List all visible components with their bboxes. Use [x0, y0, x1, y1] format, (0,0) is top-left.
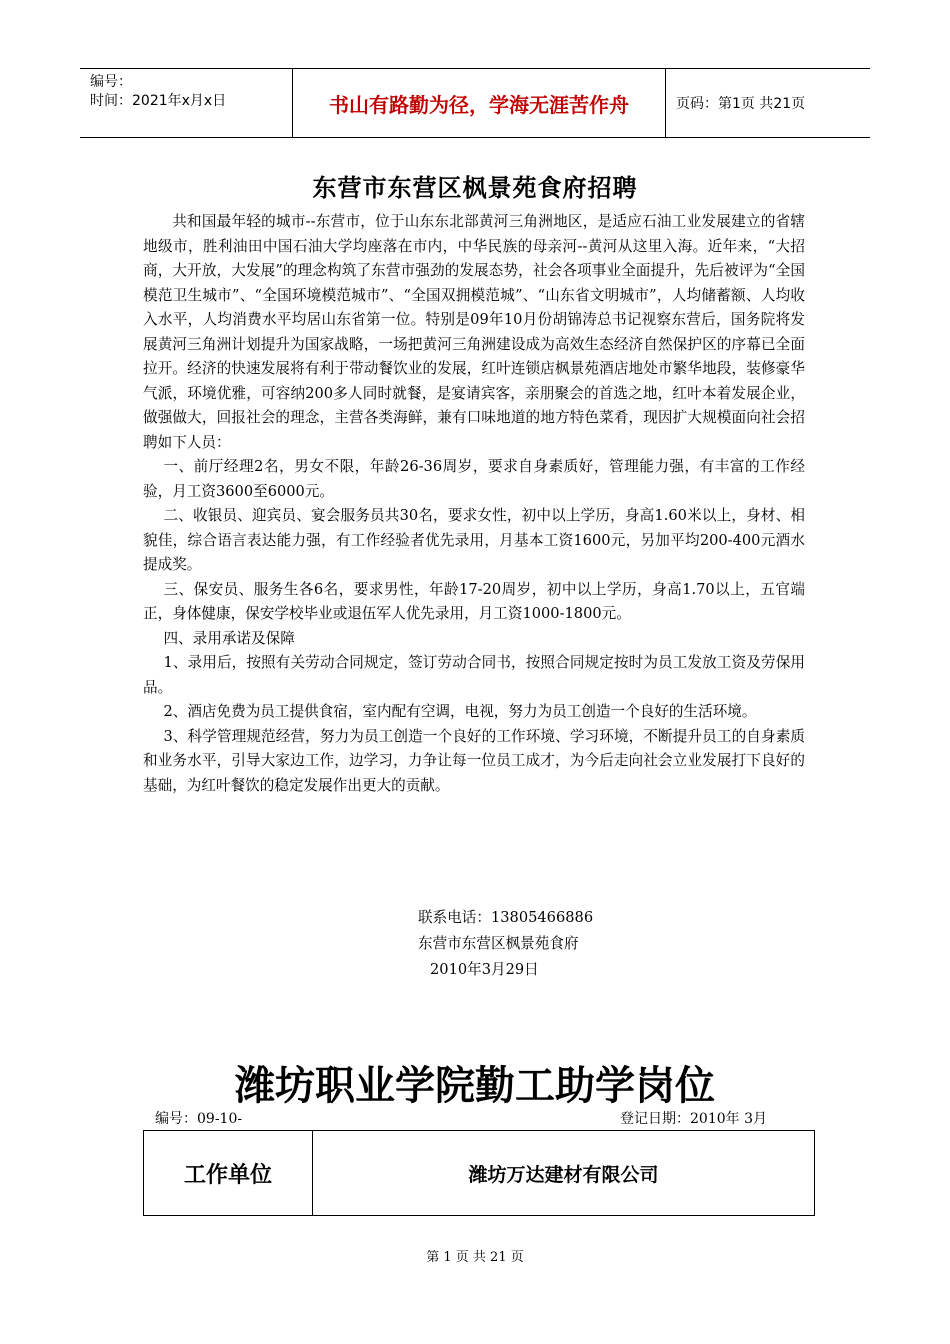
paragraph-guarantee-1: 1、录用后，按照有关劳动合同规定，签订劳动合同书，按照合同规定按时为员工发放工资及劳保用品。 — [143, 654, 805, 696]
contact-phone: 联系电话：13805466886 — [418, 909, 594, 926]
signature-date: 2010年3月29日 — [430, 961, 539, 978]
document-title: 东营市东营区枫景苑食府招聘 — [312, 173, 638, 202]
work-unit-table — [143, 1130, 815, 1216]
page-info: 页码：第1页 共21页 — [676, 96, 806, 112]
signature-company: 东营市东营区枫景苑食府 — [418, 935, 579, 952]
paragraph-security: 三、保安员、服务生各6名，要求男性，年龄17-20周岁，初中以上学历，身高1.70以上，五官端正，身体健康，保安学校毕业或退伍军人优先录用，月工资1000-1800元。 — [143, 580, 805, 622]
number-label: 编号： — [90, 74, 132, 90]
register-date: 登记日期：2010年 3月 — [620, 1111, 767, 1127]
intro-paragraph: 共和国最年轻的城市--东营市，位于山东东北部黄河三角洲地区，是适应石油工业发展建立的省辖地级市，胜利油田中国石油大学均座落在市内，中华民族的母亲河--黄河从这里入海。近年来，“大招商，大开放，大发展”的理念构筑了东营市强劲的发展态势，社会各项事业全面提升，先后被评为“全国模范卫生城市”、“全国环境模范城市”、“全国双拥模范城”、“山东省文明城市”，人均储蓄额、人均收入水平，人均消费水平均居山东省第一位。特别是09年10月份胡锦涛总书记视察东营后，国务院将发展黄河三角洲计划提升为国家战略，一场把黄河三角洲建设成为高效生态经济自然保护区的序幕已全面拉开。经济的快速发展将有利于带动餐饮业的发展，红叶连锁店枫景苑酒店地处市繁华地段，装修豪华气派，环境优雅，可容纳200多人同时就餐，是宴请宾客，亲朋聚会的首选之地，红叶本着发展企业，做强做大，回报社会的理念，主营各类海鲜，兼有口味地道的地方特色菜肴，现因扩大规模面向社会招聘如下人员： — [143, 213, 805, 451]
paragraph-guarantee-2: 2、酒店免费为员工提供食宿，室内配有空调，电视，努力为员工创造一个良好的生活环境。 — [163, 703, 757, 720]
page-footer: 第 1 页 共 21 页 — [426, 1250, 524, 1265]
page-header — [80, 68, 870, 138]
time-label: 时间：2021年x月x日 — [90, 93, 227, 109]
work-unit-value: 潍坊万达建材有限公司 — [468, 1163, 659, 1186]
form-number: 编号：09-10- — [155, 1111, 243, 1127]
paragraph-guarantee-3: 3、科学管理规范经营，努力为员工创造一个良好的工作环境、学习环境，不断提升员工的自身素质和业务水平，引导大家边工作，边学习，力争让每一位员工成才，为今后走向社会立业发展打下良好的基础，为红叶餐饮的稳定发展作出更大的贡献。 — [143, 727, 805, 794]
paragraph-cashier: 二、收银员、迎宾员、宴会服务员共30名，要求女性，初中以上学历，身高1.60米以上，身材、相貌佳，综合语言表达能力强，有工作经验者优先录用，月基本工资1600元，另加平均200-400元酒水提成奖。 — [143, 507, 805, 573]
paragraph-manager: 一、前厅经理2名，男女不限，年龄26-36周岁，要求自身素质好，管理能力强，有丰富的工作经验，月工资3600至6000元。 — [143, 458, 805, 500]
work-unit-label: 工作单位 — [144, 1131, 313, 1215]
section-title: 潍坊职业学院勤工助学岗位 — [235, 1063, 715, 1109]
paragraph-guarantee-heading: 四、录用承诺及保障 — [163, 629, 295, 647]
motto: 书山有路勤为径，学海无涯苦作舟 — [293, 69, 666, 137]
header-left-cell — [80, 69, 293, 137]
recruitment-body — [143, 210, 805, 798]
